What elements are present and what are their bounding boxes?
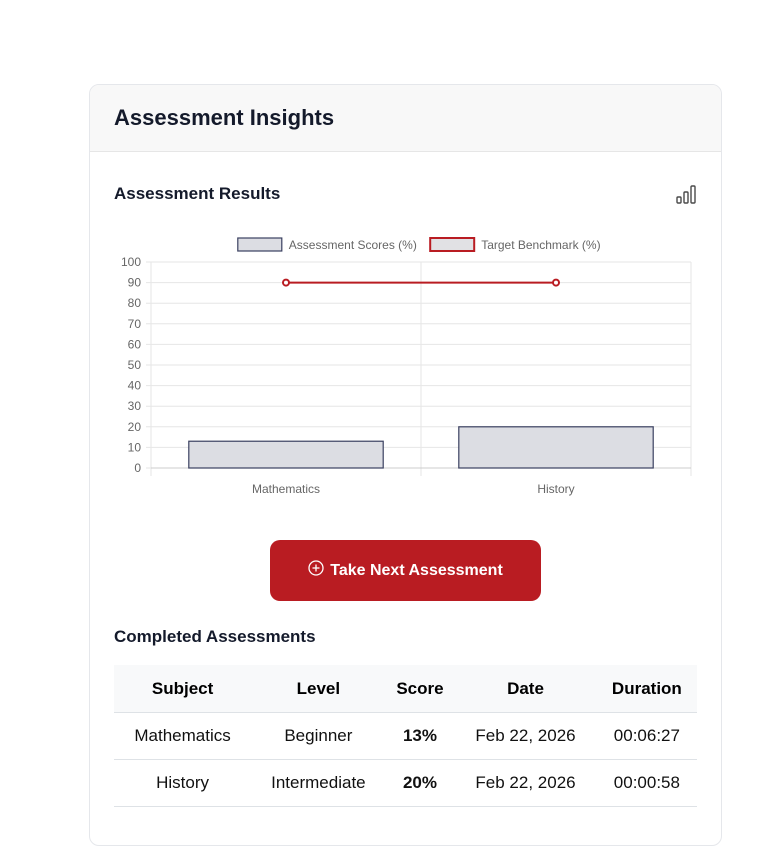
y-tick-label: 0 — [134, 461, 141, 475]
assessment-insights-card — [89, 84, 722, 846]
cell-date: Feb 22, 2026 — [454, 713, 596, 760]
card-header — [90, 85, 721, 152]
results-section-header — [114, 183, 697, 205]
header-subject: Subject — [114, 665, 251, 713]
cell-date: Feb 22, 2026 — [454, 760, 596, 807]
legend-label-scores: Assessment Scores (%) — [288, 238, 417, 252]
assessment-results-chart — [114, 230, 704, 500]
header-level: Level — [251, 665, 386, 713]
take-next-assessment-label: Take Next Assessment — [330, 561, 503, 579]
cell-score: 13% — [386, 713, 455, 760]
y-tick-label: 40 — [127, 378, 141, 393]
header-score: Score — [386, 665, 455, 713]
cell-score: 20% — [386, 760, 455, 807]
table-row — [114, 760, 697, 807]
chart-svg — [114, 230, 704, 500]
take-next-assessment-button[interactable] — [270, 540, 541, 601]
card-title: Assessment Insights — [114, 105, 335, 130]
score-bar — [459, 427, 653, 468]
y-tick-label: 30 — [127, 399, 141, 414]
cell-duration: 00:00:58 — [597, 760, 697, 807]
table-header-row — [114, 665, 697, 713]
header-date: Date — [454, 665, 596, 713]
bar-chart-icon — [675, 183, 697, 205]
benchmark-point — [553, 280, 559, 286]
y-tick-label: 90 — [127, 275, 141, 290]
legend-label-benchmark: Target Benchmark (%) — [481, 238, 601, 252]
y-tick-label: 50 — [127, 358, 141, 372]
cell-subject: Mathematics — [114, 713, 251, 760]
header-duration: Duration — [597, 665, 697, 713]
score-bar — [189, 441, 383, 468]
legend-swatch-benchmark — [430, 238, 474, 251]
cell-duration: 00:06:27 — [597, 713, 697, 760]
cell-level: Beginner — [251, 713, 386, 760]
completed-assessments-title: Completed Assessments — [114, 627, 316, 646]
y-tick-label: 10 — [127, 440, 141, 455]
completed-assessments-table — [114, 665, 697, 807]
y-tick-label: 100 — [120, 255, 141, 269]
x-tick-label: Mathematics — [251, 482, 321, 496]
y-tick-label: 70 — [127, 316, 141, 331]
x-tick-label: History — [537, 482, 575, 496]
legend-swatch-scores — [238, 238, 282, 251]
benchmark-point — [283, 280, 289, 286]
y-tick-label: 20 — [127, 419, 141, 434]
table-row — [114, 713, 697, 760]
plus-circle-icon — [308, 560, 324, 581]
y-tick-label: 60 — [127, 337, 141, 352]
results-section-title: Assessment Results — [114, 184, 281, 203]
cell-subject: History — [114, 760, 251, 807]
y-tick-label: 80 — [127, 296, 141, 311]
cell-level: Intermediate — [251, 760, 386, 807]
